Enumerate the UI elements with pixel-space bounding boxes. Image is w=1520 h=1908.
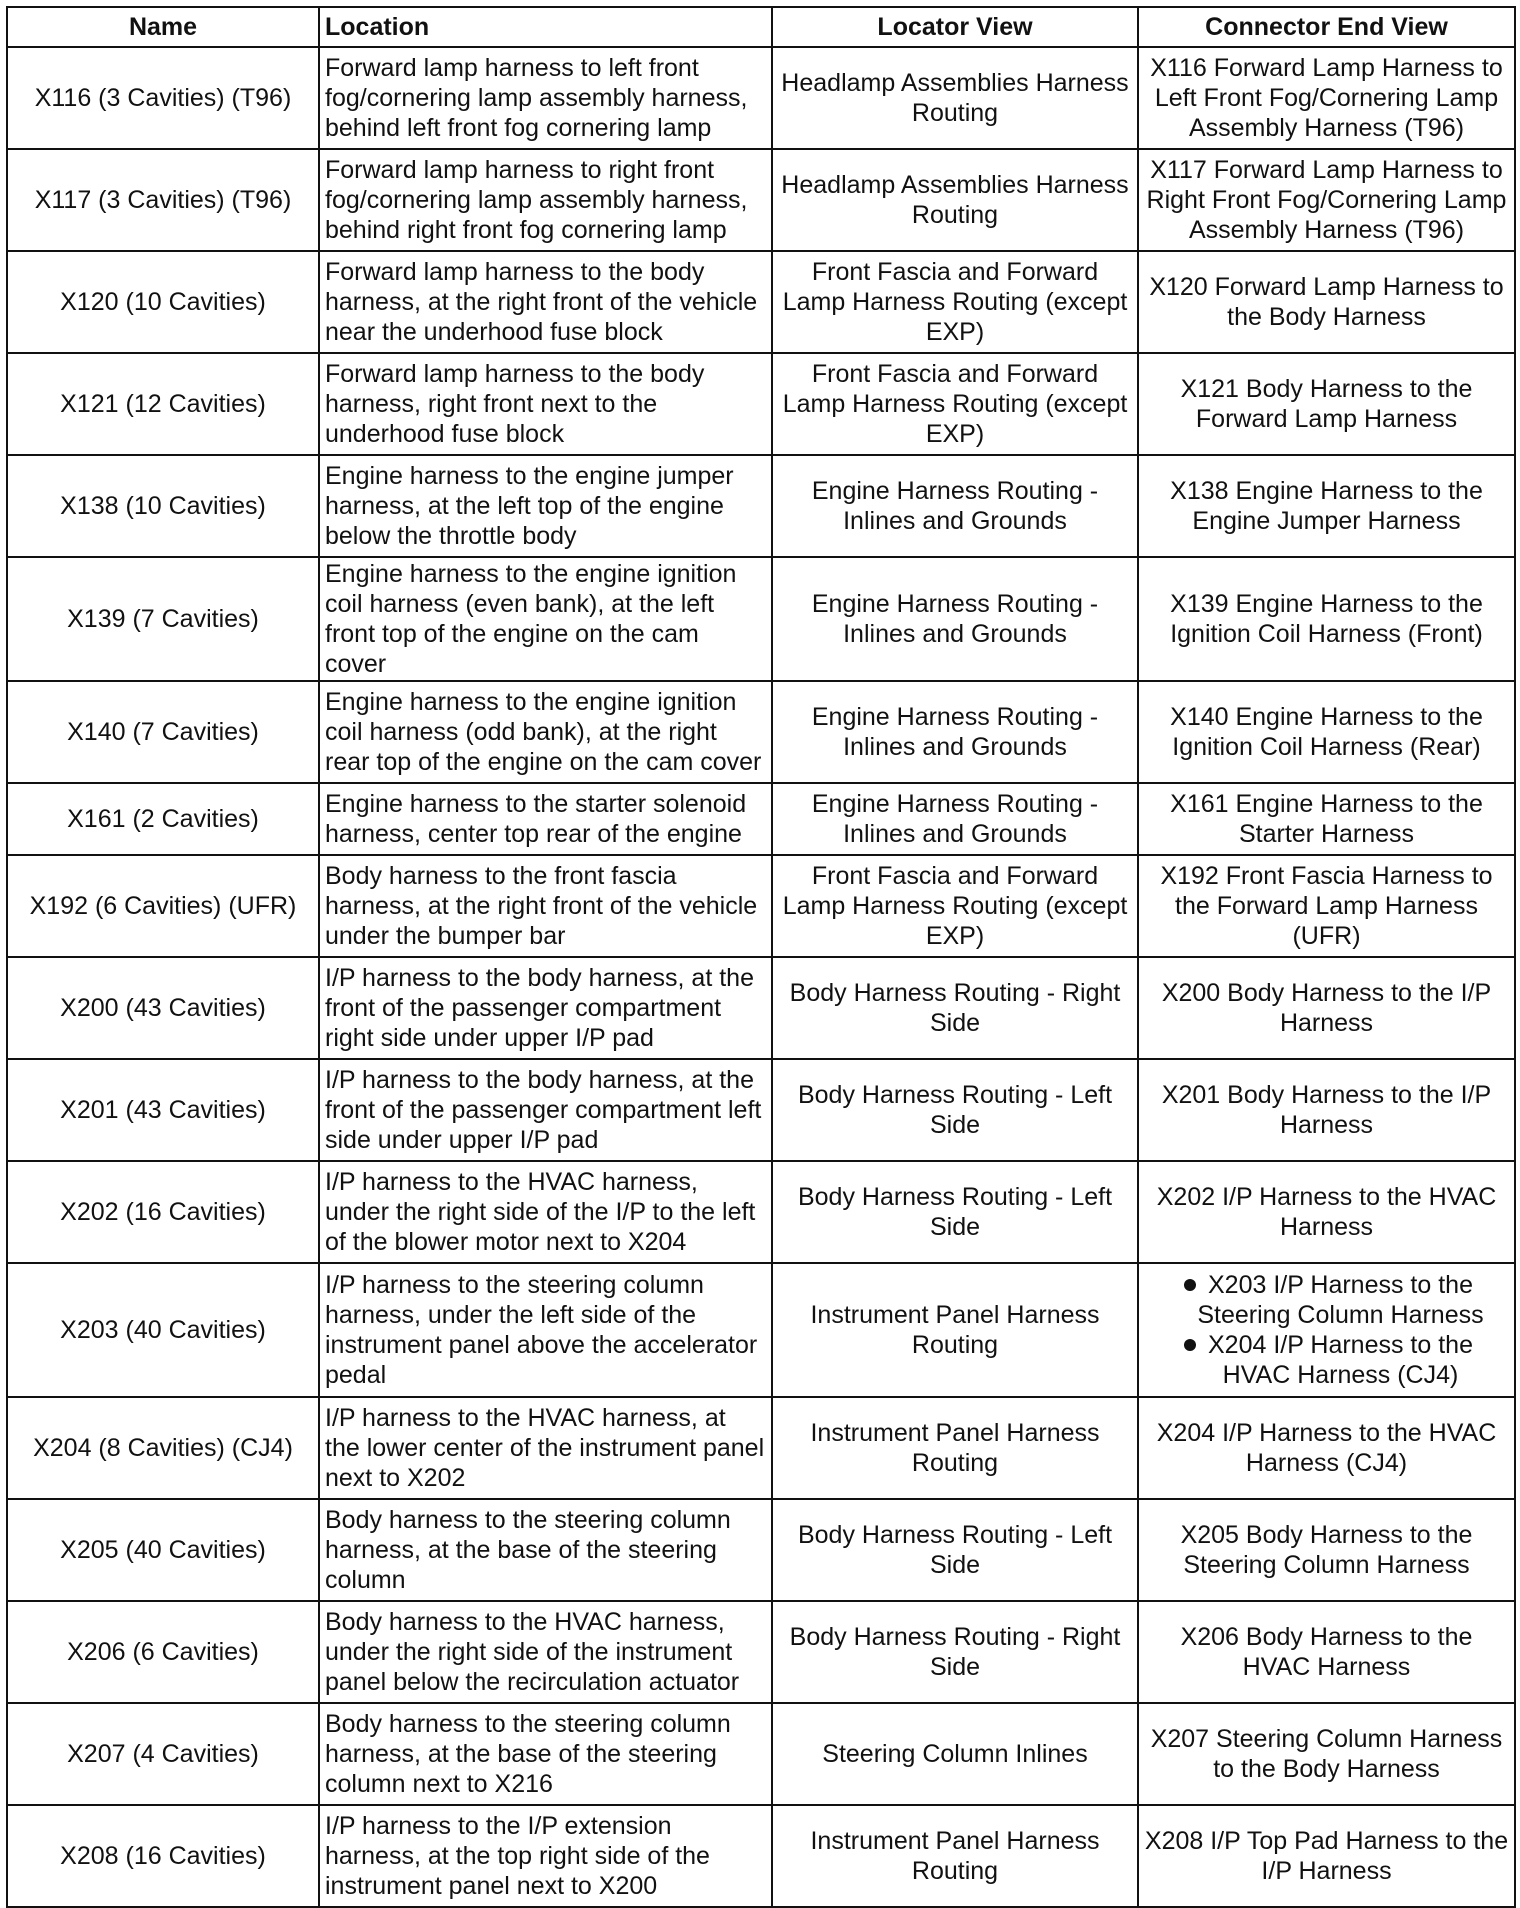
list-item [1144, 1270, 1509, 1330]
table-row [7, 783, 1515, 855]
table-row [7, 1263, 1515, 1397]
cell-name: X208 (16 Cavities) [7, 1805, 319, 1907]
cell-connector-end-view: X138 Engine Harness to the Engine Jumper Harness [1138, 455, 1515, 557]
cell-name: X116 (3 Cavities) (T96) [7, 47, 319, 149]
cell-connector-end-view: X117 Forward Lamp Harness to Right Front Fog/Cornering Lamp Assembly Harness (T96) [1138, 149, 1515, 251]
cell-location: Engine harness to the starter solenoid harness, center top rear of the engine [319, 783, 772, 855]
header-locator-view: Locator View [772, 7, 1138, 47]
cell-name: X205 (40 Cavities) [7, 1499, 319, 1601]
cell-name: X201 (43 Cavities) [7, 1059, 319, 1161]
table-row [7, 681, 1515, 783]
cell-location: I/P harness to the HVAC harness, at the lower center of the instrument panel next to X202 [319, 1397, 772, 1499]
header-row [7, 7, 1515, 47]
cell-name: X202 (16 Cavities) [7, 1161, 319, 1263]
cell-connector-end-view: X161 Engine Harness to the Starter Harness [1138, 783, 1515, 855]
cell-locator-view: Front Fascia and Forward Lamp Harness Routing (except EXP) [772, 251, 1138, 353]
cell-connector-end-view: X202 I/P Harness to the HVAC Harness [1138, 1161, 1515, 1263]
cell-connector-end-view: X116 Forward Lamp Harness to Left Front Fog/Cornering Lamp Assembly Harness (T96) [1138, 47, 1515, 149]
cell-locator-view: Instrument Panel Harness Routing [772, 1805, 1138, 1907]
table-row [7, 1601, 1515, 1703]
table-row [7, 47, 1515, 149]
connector-end-view-list [1144, 1270, 1509, 1390]
table-row [7, 1161, 1515, 1263]
table-row [7, 149, 1515, 251]
cell-locator-view: Steering Column Inlines [772, 1703, 1138, 1805]
cell-location: I/P harness to the body harness, at the front of the passenger compartment left side under upper I/P pad [319, 1059, 772, 1161]
cell-locator-view: Instrument Panel Harness Routing [772, 1263, 1138, 1397]
table-row [7, 957, 1515, 1059]
cell-locator-view: Front Fascia and Forward Lamp Harness Routing (except EXP) [772, 855, 1138, 957]
list-item-text: X204 I/P Harness to the HVAC Harness (CJ4) [1208, 1331, 1473, 1389]
cell-locator-view: Front Fascia and Forward Lamp Harness Routing (except EXP) [772, 353, 1138, 455]
cell-location: I/P harness to the body harness, at the front of the passenger compartment right side under upper I/P pad [319, 957, 772, 1059]
cell-name: X192 (6 Cavities) (UFR) [7, 855, 319, 957]
cell-locator-view: Body Harness Routing - Right Side [772, 1601, 1138, 1703]
cell-location: Forward lamp harness to the body harness, at the right front of the vehicle near the underhood fuse block [319, 251, 772, 353]
cell-location: I/P harness to the HVAC harness, under the right side of the I/P to the left of the blower motor next to X204 [319, 1161, 772, 1263]
document-page [6, 6, 1514, 1908]
cell-location: Body harness to the HVAC harness, under the right side of the instrument panel below the recirculation actuator [319, 1601, 772, 1703]
cell-name: X200 (43 Cavities) [7, 957, 319, 1059]
cell-name: X139 (7 Cavities) [7, 557, 319, 681]
cell-name: X161 (2 Cavities) [7, 783, 319, 855]
cell-location: Engine harness to the engine ignition coil harness (odd bank), at the right rear top of the engine on the cam cover [319, 681, 772, 783]
header-name: Name [7, 7, 319, 47]
cell-location: Forward lamp harness to right front fog/cornering lamp assembly harness, behind right front fog cornering lamp [319, 149, 772, 251]
cell-location: Engine harness to the engine ignition coil harness (even bank), at the left front top of the engine on the cam cover [319, 557, 772, 681]
cell-connector-end-view: X140 Engine Harness to the Ignition Coil Harness (Rear) [1138, 681, 1515, 783]
list-item [1144, 1330, 1509, 1390]
table-row [7, 557, 1515, 681]
bullet-icon [1184, 1339, 1196, 1351]
cell-locator-view: Body Harness Routing - Left Side [772, 1499, 1138, 1601]
table-row [7, 1805, 1515, 1907]
cell-connector-end-view: X120 Forward Lamp Harness to the Body Harness [1138, 251, 1515, 353]
table-row [7, 855, 1515, 957]
cell-locator-view: Body Harness Routing - Right Side [772, 957, 1138, 1059]
cell-connector-end-view: X192 Front Fascia Harness to the Forward Lamp Harness (UFR) [1138, 855, 1515, 957]
cell-connector-end-view: X121 Body Harness to the Forward Lamp Harness [1138, 353, 1515, 455]
table-row [7, 1499, 1515, 1601]
cell-location: I/P harness to the steering column harness, under the left side of the instrument panel above the accelerator pedal [319, 1263, 772, 1397]
table-row [7, 455, 1515, 557]
cell-locator-view: Engine Harness Routing - Inlines and Grounds [772, 557, 1138, 681]
cell-connector-end-view: X208 I/P Top Pad Harness to the I/P Harness [1138, 1805, 1515, 1907]
cell-locator-view: Engine Harness Routing - Inlines and Grounds [772, 681, 1138, 783]
header-connector-end-view: Connector End View [1138, 7, 1515, 47]
cell-location: Forward lamp harness to the body harness, right front next to the underhood fuse block [319, 353, 772, 455]
cell-locator-view: Engine Harness Routing - Inlines and Grounds [772, 455, 1138, 557]
cell-locator-view: Headlamp Assemblies Harness Routing [772, 149, 1138, 251]
list-item-text: X203 I/P Harness to the Steering Column Harness [1197, 1271, 1484, 1329]
cell-location: Body harness to the steering column harness, at the base of the steering column next to X216 [319, 1703, 772, 1805]
cell-name: X117 (3 Cavities) (T96) [7, 149, 319, 251]
cell-locator-view: Body Harness Routing - Left Side [772, 1059, 1138, 1161]
table-row [7, 1703, 1515, 1805]
cell-locator-view: Body Harness Routing - Left Side [772, 1161, 1138, 1263]
connector-table [6, 6, 1516, 1908]
cell-connector-end-view [1138, 1263, 1515, 1397]
cell-location: Body harness to the front fascia harness, at the right front of the vehicle under the bumper bar [319, 855, 772, 957]
header-location: Location [319, 7, 772, 47]
cell-connector-end-view: X139 Engine Harness to the Ignition Coil Harness (Front) [1138, 557, 1515, 681]
cell-location: Engine harness to the engine jumper harness, at the left top of the engine below the throttle body [319, 455, 772, 557]
cell-location: Body harness to the steering column harness, at the base of the steering column [319, 1499, 772, 1601]
cell-connector-end-view: X206 Body Harness to the HVAC Harness [1138, 1601, 1515, 1703]
cell-connector-end-view: X204 I/P Harness to the HVAC Harness (CJ4) [1138, 1397, 1515, 1499]
cell-connector-end-view: X207 Steering Column Harness to the Body Harness [1138, 1703, 1515, 1805]
table-row [7, 1397, 1515, 1499]
cell-name: X206 (6 Cavities) [7, 1601, 319, 1703]
cell-location: Forward lamp harness to left front fog/cornering lamp assembly harness, behind left front fog cornering lamp [319, 47, 772, 149]
table-row [7, 353, 1515, 455]
cell-name: X120 (10 Cavities) [7, 251, 319, 353]
cell-name: X140 (7 Cavities) [7, 681, 319, 783]
cell-connector-end-view: X205 Body Harness to the Steering Column Harness [1138, 1499, 1515, 1601]
cell-name: X138 (10 Cavities) [7, 455, 319, 557]
table-row [7, 251, 1515, 353]
cell-location: I/P harness to the I/P extension harness, at the top right side of the instrument panel next to X200 [319, 1805, 772, 1907]
cell-name: X204 (8 Cavities) (CJ4) [7, 1397, 319, 1499]
cell-locator-view: Headlamp Assemblies Harness Routing [772, 47, 1138, 149]
table-row [7, 1059, 1515, 1161]
cell-locator-view: Engine Harness Routing - Inlines and Grounds [772, 783, 1138, 855]
cell-connector-end-view: X200 Body Harness to the I/P Harness [1138, 957, 1515, 1059]
cell-name: X121 (12 Cavities) [7, 353, 319, 455]
cell-connector-end-view: X201 Body Harness to the I/P Harness [1138, 1059, 1515, 1161]
cell-name: X203 (40 Cavities) [7, 1263, 319, 1397]
cell-name: X207 (4 Cavities) [7, 1703, 319, 1805]
cell-locator-view: Instrument Panel Harness Routing [772, 1397, 1138, 1499]
bullet-icon [1184, 1279, 1196, 1291]
